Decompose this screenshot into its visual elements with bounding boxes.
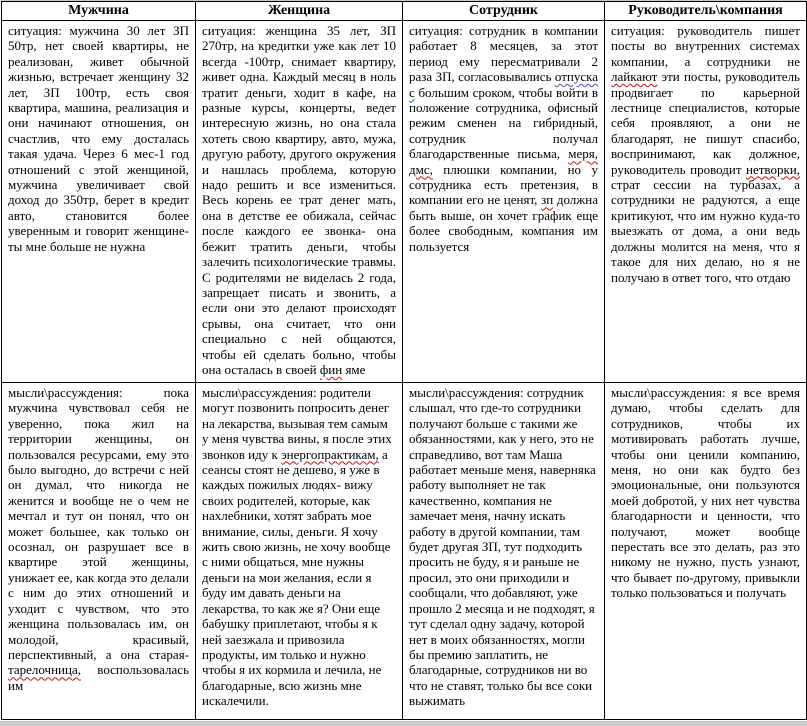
spellcheck-red-squiggle: лайкают bbox=[611, 69, 658, 85]
text-run: плюшки компании, но у сотрудника есть претензия, в компании его не ценят, bbox=[409, 161, 598, 208]
page-bottom-edge bbox=[0, 721, 807, 726]
spellcheck-red-squiggle: энергопрактикам, bbox=[281, 446, 379, 462]
text-run: ситуация: мужчина 30 лет ЗП 50тр, нет своей квартиры, не реализован, живет обычной жизнью, встречает женщину 32 лет, ЗП 100тр, есть своя квартира, машина, реализация и они начинают отношения, он счастлив, что ему досталась такая удача. Через 6 мес-1 год отношений с этой женщиной, мужчина увеличивает свой доход до 350тр, берет в кредит авто, становится более уверенным и говорит женщине- ты мне больше не нужна bbox=[8, 23, 189, 254]
text-run: мысли\рассуждения: родители могут позвонить попросить денег на лекарства, вызывая тем самым у меня чувства вины, я после этих звонков иду к bbox=[202, 385, 392, 462]
column-header-employee: Сотрудник bbox=[403, 2, 605, 21]
thoughts-row bbox=[2, 383, 807, 720]
header-row bbox=[2, 2, 807, 21]
text-run: ситуация: сотрудник в компании работает 8 месяцев, за этот период ему пересматривали 2 раза ЗП, согласовывались bbox=[409, 23, 598, 85]
cell-manager-situation bbox=[605, 21, 807, 383]
document-page bbox=[0, 1, 807, 726]
spellcheck-blue-squiggle: отпуска с bbox=[409, 69, 598, 100]
text-run: яме bbox=[342, 361, 366, 377]
spellcheck-red-squiggle: тарелочница, bbox=[8, 662, 81, 678]
spellcheck-red-squiggle: меря, bbox=[568, 146, 598, 162]
text-run: ситуация: руководитель пишет посты во внутренних системах компании, а сотрудники не bbox=[611, 23, 800, 69]
cell-manager-thoughts bbox=[605, 383, 807, 720]
cell-woman-situation bbox=[196, 21, 403, 383]
text-run: а сеансы стоят не дешево, я уже в каждых пожилых людях- вижу своих родителей, которые, как нахлебники, хотят забрать мое внимание, силы, деньги. Я хочу жить свою жизнь, не хочу вообще с ними общаться, мне нужны деньги на мои желания, если я буду им давать деньги на лекарства, то как же я? Они еще бабушку приплетают, чтобы я к ней заезжала и привозила продукты, им только и нужно чтобы я их кормила и лечила, не благодарные, всю жизнь мне искалечили. bbox=[202, 446, 391, 709]
comparison-table bbox=[1, 1, 807, 720]
text-run: страт сессии на турбазах, а сотрудники не радуются, а еще критикуют, что им нужно куда-то выезжать от дома, а они ведь должны молится на меня, что я такое для них делаю, но я не получаю в ответ того, что отдаю bbox=[611, 177, 800, 285]
document-canvas bbox=[0, 1, 807, 721]
text-run: мысли\рассуждения: сотрудник слышал, что где-то сотрудники получают больше с такими же обязанностями, как у него, это не справедливо, вот там Маша работает меньше меня, наверняка работу выполняет не так качественно, компания не замечает меня, начну искать работу в другой компании, там будет другая ЗП, тут подходить просить не буду, я и раньше не просил, это они приходили и сообщали, что добавляют, уже прошло 2 месяца и не подходят, я тут сделал одну задачу, которой нет в моих обязанностях, могли бы премию заплатить, не благодарные, сотрудников ни во что не ставят, только бы все соки выжимать bbox=[409, 385, 596, 709]
text-run: мысли\рассуждения: пока мужчина чувствовал себя не уверенно, пока жил на территории женщины, он пользовался ресурсами, ему это было выгодно, до встречи с ней он думал, что никогда не женится и вообще не о чем не мечтал и тут он понял, что он может большее, как только он осознал, он разрушает все в квартире этой женщины, унижает ее, как когда это делали с ним до этих отношений и уходит с чувством, что это женщина пользовалась им, он молодой, красивый, перспективный, а она старая- bbox=[8, 385, 189, 662]
spellcheck-red-squiggle: дмс, bbox=[409, 161, 433, 177]
column-header-woman: Женщина bbox=[196, 2, 403, 21]
spellcheck-red-squiggle: зп bbox=[541, 192, 554, 208]
column-header-man: Мужчина bbox=[2, 2, 196, 21]
text-run: эти посты, руководитель продвигает по карьерной лестнице специалистов, которые себя проявляют, а они не благодарят, не пишут спасибо, воспринимают, как должное, руководитель проводит bbox=[611, 69, 800, 177]
cell-man-situation bbox=[2, 21, 196, 383]
text-run: большим сроком, чтобы войти в положение сотрудника, офисный режим сменен на гибридный, сотрудник получал благодарственные письма, bbox=[409, 84, 598, 162]
cell-employee-situation bbox=[403, 21, 605, 383]
spellcheck-red-squiggle: фин bbox=[319, 361, 343, 377]
column-header-manager: Руководитель\компания bbox=[605, 2, 807, 21]
cell-employee-thoughts bbox=[403, 383, 605, 720]
situation-row bbox=[2, 21, 807, 383]
cell-woman-thoughts bbox=[196, 383, 403, 720]
text-run: должна быть выше, он хочет график еще более свободным, компания им пользуется bbox=[409, 192, 599, 254]
cell-man-thoughts bbox=[2, 383, 196, 720]
spellcheck-red-squiggle: нетворки, bbox=[746, 161, 800, 177]
text-run: воспользовалась им bbox=[8, 662, 189, 693]
text-run: ситуация: женщина 35 лет, ЗП 270тр, на кредитки уже как лет 10 всегда -100тр, снимает квартиру, живет одна. Каждый месяц в ноль тратит деньги, ходит в кафе, на разные курсы, концерты, ведет интересную жизнь, но она стала хотеть свою квартиру, авто, мужа, другую работу, другого окружения и нашлась проблема, которую надо решить и все измениться. Весь корень ее трат денег мать, она в детстве ее обижала, сейчас после каждого ее звонка- она бежит тратить деньги, чтобы залечить психологические травмы. С родителями не виделась 2 года, запрещает писать и звонить, а если они это делают происходят срывы, она считает, что они специально с ней общаются, чтобы ей сделать больно, чтобы она осталась в своей bbox=[202, 23, 396, 377]
text-run: мысли\рассуждения: я все время думаю, чтобы сделать для сотрудников, чтобы их мотивировать работать лучше, чтобы они ценили компанию, меня, но они как будто без эмоциональные, они пользуются моей добротой, у них нет чувства благодарности и ценности, что получают, может вообще перестать все это делать, раз это никому не нужно, пусть узнают, что бывает по-другому, привыкли только пользоваться и получать bbox=[611, 385, 800, 601]
